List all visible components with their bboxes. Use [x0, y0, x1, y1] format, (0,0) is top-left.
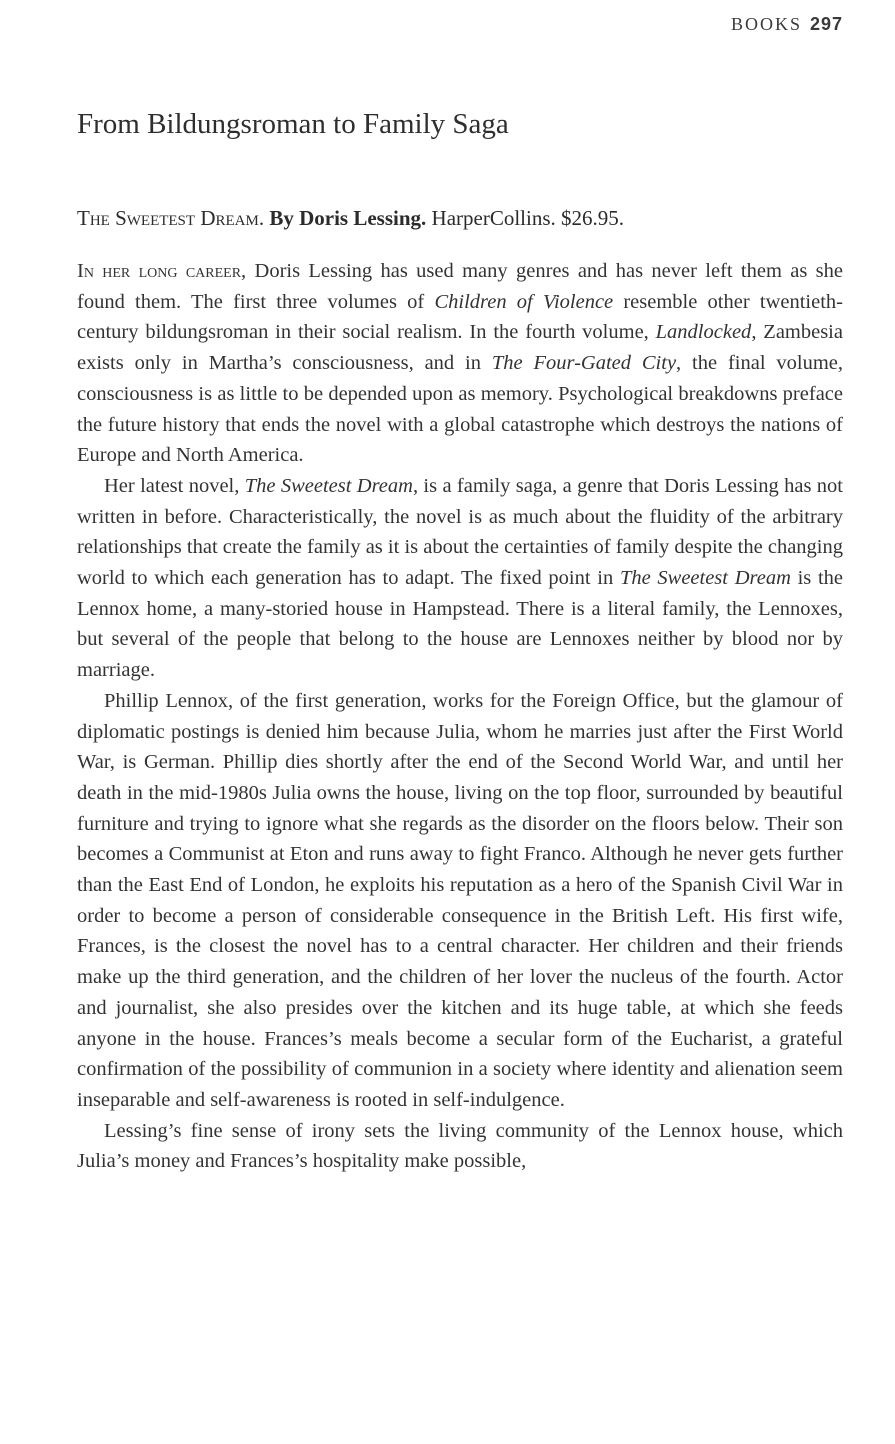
- work-title: The Four-Gated City: [491, 352, 677, 375]
- lead-in: In her long career,: [77, 260, 247, 282]
- paragraph-4: Lessing’s fine sense of irony sets the living community of the Lennox house, which Julia’s money and Frances’s hospitality make possible,: [77, 1119, 843, 1173]
- article-title: From Bildungsroman to Family Saga: [77, 108, 509, 140]
- book-author: Doris Lessing.: [299, 206, 427, 230]
- book-price: $26.95.: [561, 206, 625, 230]
- paragraph-3: Phillip Lennox, of the first generation, works for the Foreign Office, but the glamour of diplomatic postings is denied him because Julia, whom he marries just after the First World War, is German. Phillip dies shortly after the end of the Second World War, and until her death in the mid-1980s Julia owns the house, living on the top floor, surrounded by beautiful furniture and trying to ignore what she regards as the disorder on the floors below. Their son becomes a Communist at Eton and runs away to fight Franco. Although he never gets further than the East End of London, he exploits his reputation as a hero of the Spanish Civil War in order to become a person of considerable consequence in the British Left. His first wife, Frances, is the closest the novel has to a central character. Her children and their friends make up the third generation, and the children of her lover the nucleus of the fourth. Actor and journalist, she also presides over the kitchen and its huge table, at which she feeds anyone in the house. Frances’s meals become a secular form of the Eucharist, a grateful confirmation of the possibility of communion in a society where identity and alienation seem inseparable and self-awareness is rooted in self-indulgence.: [77, 689, 843, 1111]
- work-title: Landlocked: [655, 321, 752, 344]
- book-citation: [77, 206, 624, 231]
- work-title: The Sweetest Dream: [619, 567, 791, 590]
- paragraph-1: In her long career, Doris Lessing has used many genres and has never left them as she found them. The first three volumes of Children of Violence resemble other twentieth-century bildungsroman in their social realism. In the fourth volume, Landlocked, Zambesia exists only in Martha’s consciousness, and in The Four-Gated City, the final volume, consciousness is as little to be depended upon as memory. Psychological breakdowns preface the future history that ends the novel with a global catastrophe which destroys the nations of Europe and North America.: [77, 260, 844, 467]
- book-publisher: HarperCollins.: [431, 206, 556, 230]
- book-title: The Sweetest Dream.: [77, 206, 265, 230]
- paragraph-2: Her latest novel, The Sweetest Dream, is a family saga, a genre that Doris Lessing has not written in before. Characteristically, the novel is as much about the fluidity of the arbitrary relationships that create the family as it is about the certainties of family despite the changing world to which each generation has to adapt. The fixed point in The Sweetest Dream is the Lennox home, a many-storied house in Hampstead. There is a literal family, the Lennoxes, but several of the people that belong to the house are Lennoxes neither by blood nor by marriage.: [77, 474, 844, 682]
- work-title: Children of Violence: [434, 290, 614, 313]
- running-head: [731, 14, 843, 35]
- page-number: 297: [809, 14, 843, 34]
- work-title: The Sweetest Dream: [244, 474, 413, 497]
- section-label: BOOKS: [730, 14, 802, 34]
- book-by: By: [269, 206, 294, 230]
- review-body: [77, 256, 843, 1177]
